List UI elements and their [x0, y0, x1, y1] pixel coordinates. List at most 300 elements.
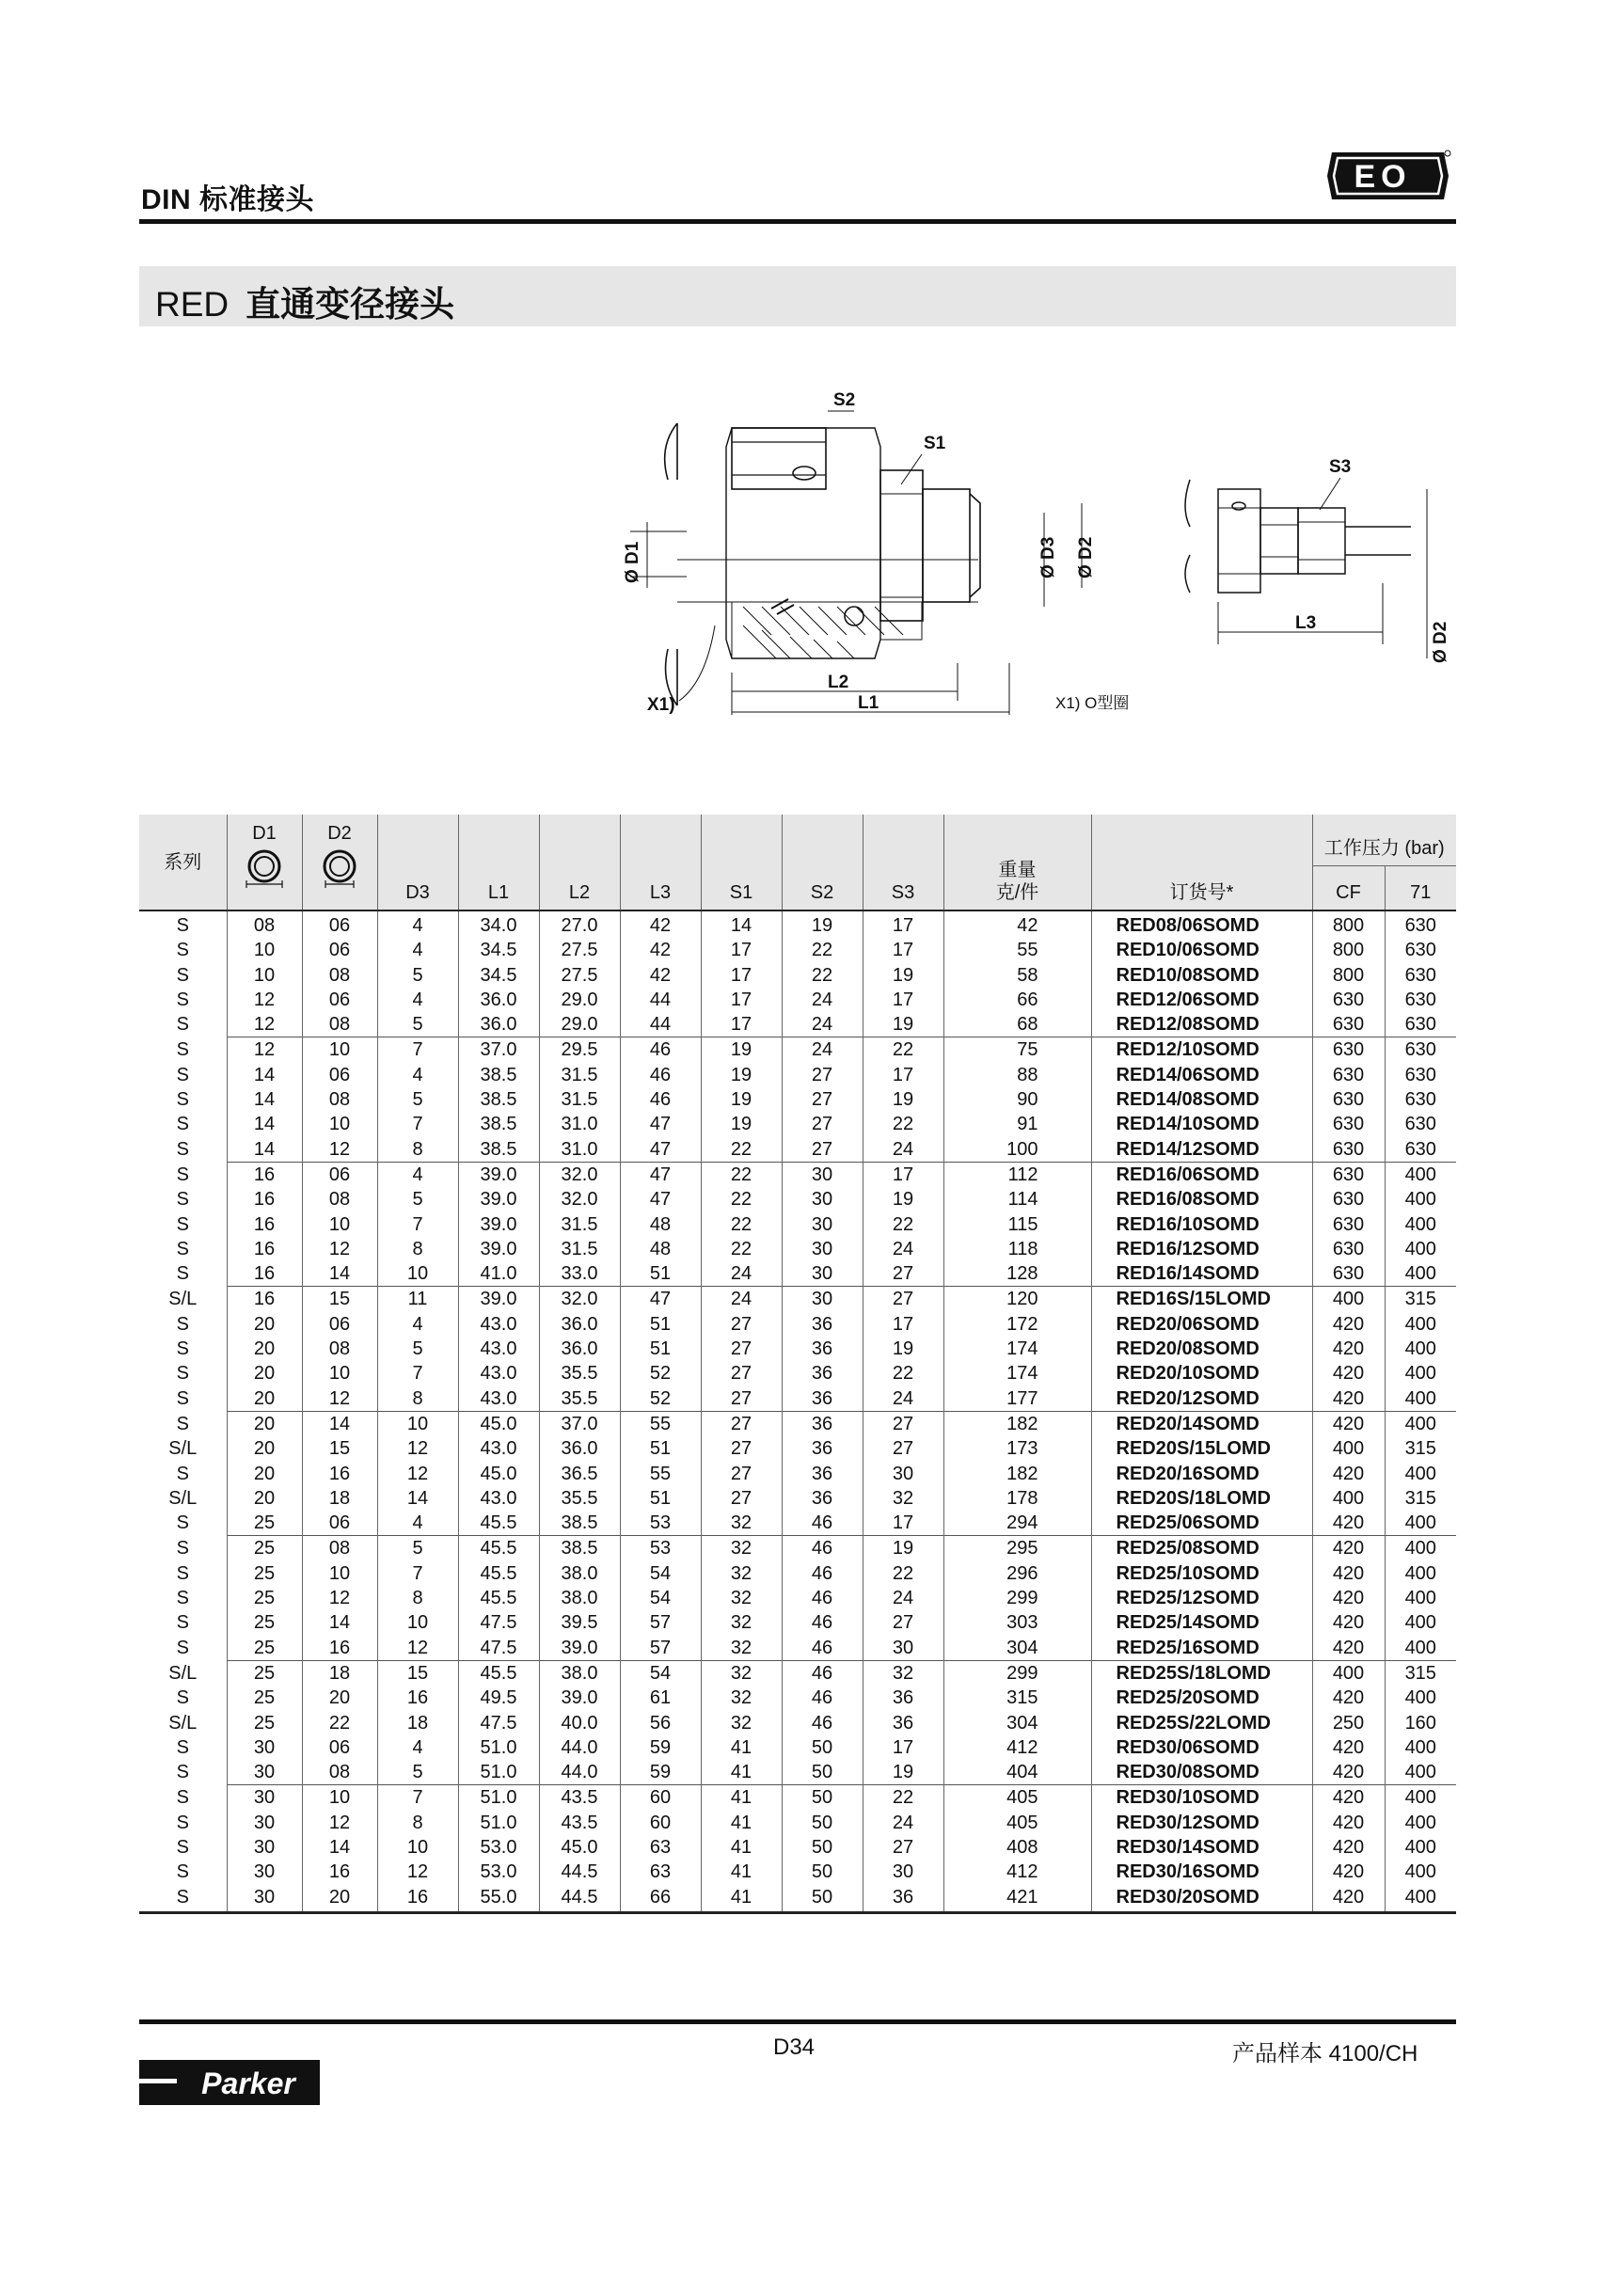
cell-s2: 30	[782, 1187, 863, 1211]
cell-l3: 46	[620, 1037, 701, 1063]
cell-series: S	[176, 1836, 189, 1858]
cell-d2: 18	[302, 1660, 377, 1686]
cell-cf: 630	[1312, 988, 1385, 1012]
cell-d2: 15	[302, 1436, 377, 1461]
cell-order-no: RED12/06SOMD	[1091, 988, 1312, 1012]
table-row	[139, 1686, 1456, 1710]
cell-l3: 44	[620, 988, 701, 1012]
cell-s3: 19	[863, 1337, 943, 1361]
cell-d1: 30	[227, 1835, 302, 1860]
cell-series: S	[176, 1512, 189, 1534]
cell-l3: 47	[620, 1137, 701, 1163]
cell-s1: 17	[701, 988, 782, 1012]
cell-s1: 17	[701, 938, 782, 962]
cell-order-no: RED25S/18LOMD	[1091, 1660, 1312, 1686]
cell-d1: 14	[227, 1063, 302, 1087]
cell-cf: 420	[1312, 1536, 1385, 1561]
cell-l1: 47.5	[458, 1711, 539, 1735]
cell-d3: 4	[377, 910, 458, 938]
col-header-series: 系列	[139, 815, 227, 910]
cell-d3: 5	[377, 1337, 458, 1361]
cell-s3: 27	[863, 1411, 943, 1436]
cell-d3: 14	[377, 1486, 458, 1511]
parker-logo	[139, 2060, 320, 2105]
cell-s3: 17	[863, 1063, 943, 1087]
cell-d1: 25	[227, 1511, 302, 1536]
cell-d3: 8	[377, 1586, 458, 1610]
cell-series: S	[176, 1089, 189, 1111]
cell-d1: 25	[227, 1711, 302, 1735]
cell-d2: 06	[302, 910, 377, 938]
cell-l2: 39.0	[539, 1686, 620, 1710]
cell-l1: 36.0	[458, 1012, 539, 1037]
cell-l2: 37.0	[539, 1411, 620, 1436]
cell-s2: 27	[782, 1137, 863, 1163]
cell-weight: 68	[943, 1012, 1091, 1037]
cell-s1: 19	[701, 1037, 782, 1063]
weight-label: 重量	[998, 860, 1037, 880]
cell-order-no: RED20/06SOMD	[1091, 1312, 1312, 1337]
cell-d2: 06	[302, 938, 377, 962]
cell-s3: 30	[863, 1636, 943, 1661]
cell-l1: 43.0	[458, 1361, 539, 1386]
cell-s1: 27	[701, 1312, 782, 1337]
cell-s1: 32	[701, 1561, 782, 1586]
cell-s2: 50	[782, 1811, 863, 1835]
cell-l1: 34.0	[458, 910, 539, 938]
cell-l3: 54	[620, 1561, 701, 1586]
cell-d2: 20	[302, 1686, 377, 1710]
col-header-weight	[943, 815, 1091, 910]
cell-l3: 63	[620, 1860, 701, 1884]
cell-l3: 57	[620, 1610, 701, 1635]
cell-p71: 630	[1385, 1012, 1456, 1037]
cell-d1: 12	[227, 988, 302, 1012]
cell-d2: 08	[302, 1087, 377, 1112]
cell-d1: 12	[227, 1012, 302, 1037]
cell-d2: 18	[302, 1486, 377, 1511]
cell-l2: 27.5	[539, 963, 620, 988]
svg-text:S2: S2	[833, 390, 856, 410]
cell-l2: 38.0	[539, 1660, 620, 1686]
cell-s2: 46	[782, 1711, 863, 1735]
cell-l3: 53	[620, 1536, 701, 1561]
cell-s3: 19	[863, 1536, 943, 1561]
cell-s2: 30	[782, 1261, 863, 1287]
table-row	[139, 938, 1456, 962]
cell-l1: 45.0	[458, 1462, 539, 1486]
cell-l3: 63	[620, 1835, 701, 1860]
cell-p71: 630	[1385, 1087, 1456, 1112]
cell-d3: 5	[377, 1760, 458, 1785]
svg-text:L2: L2	[828, 673, 849, 692]
cell-s3: 32	[863, 1486, 943, 1511]
cell-l1: 34.5	[458, 963, 539, 988]
cell-d2: 08	[302, 1012, 377, 1037]
header-rule	[139, 219, 1456, 224]
cell-d3: 4	[377, 1162, 458, 1187]
table-row	[139, 1012, 1456, 1037]
table-row	[139, 1337, 1456, 1361]
cell-d3: 5	[377, 1536, 458, 1561]
table-row	[139, 963, 1456, 988]
cell-s1: 27	[701, 1436, 782, 1461]
table-row	[139, 1137, 1456, 1163]
cell-s1: 41	[701, 1760, 782, 1785]
cell-l1: 39.0	[458, 1237, 539, 1261]
cell-weight: 304	[943, 1711, 1091, 1735]
cell-l2: 29.0	[539, 1012, 620, 1037]
cell-d3: 16	[377, 1686, 458, 1710]
cell-weight: 405	[943, 1811, 1091, 1835]
cell-l1: 43.0	[458, 1337, 539, 1361]
cell-series: S	[176, 1039, 189, 1061]
cell-weight: 303	[943, 1610, 1091, 1635]
cell-s1: 22	[701, 1212, 782, 1237]
cell-order-no: RED20S/15LOMD	[1091, 1436, 1312, 1461]
cell-d1: 30	[227, 1885, 302, 1913]
cell-cf: 630	[1312, 1187, 1385, 1211]
col-header-d3: D3	[377, 815, 458, 910]
cell-d1: 25	[227, 1686, 302, 1710]
cell-l3: 46	[620, 1063, 701, 1087]
cell-s2: 30	[782, 1162, 863, 1187]
cell-s1: 17	[701, 963, 782, 988]
table-row	[139, 1162, 1456, 1187]
cell-weight: 294	[943, 1511, 1091, 1536]
cell-weight: 304	[943, 1636, 1091, 1661]
spec-table	[139, 815, 1456, 1914]
col-header-s3: S3	[863, 815, 943, 910]
cell-s2: 46	[782, 1536, 863, 1561]
cell-series: S	[139, 1885, 227, 1913]
cell-d1: 20	[227, 1486, 302, 1511]
cell-cf: 250	[1312, 1711, 1385, 1735]
footer-rule	[139, 2019, 1456, 2024]
cell-d1: 25	[227, 1561, 302, 1586]
cell-s2: 46	[782, 1686, 863, 1710]
cell-s3: 22	[863, 1037, 943, 1063]
cell-order-no: RED16/08SOMD	[1091, 1187, 1312, 1211]
cell-weight: 112	[943, 1162, 1091, 1187]
cell-d3: 10	[377, 1835, 458, 1860]
table-row	[139, 1660, 1456, 1686]
page-number: D34	[773, 2035, 816, 2060]
cell-series: S	[176, 1387, 189, 1409]
cell-s2: 27	[782, 1112, 863, 1136]
cell-p71: 400	[1385, 1536, 1456, 1561]
cell-d1: 30	[227, 1811, 302, 1835]
cell-l1: 38.5	[458, 1063, 539, 1087]
cell-s1: 41	[701, 1835, 782, 1860]
cell-l3: 48	[620, 1212, 701, 1237]
cell-weight: 90	[943, 1087, 1091, 1112]
cell-d2: 10	[302, 1037, 377, 1063]
cell-weight: 296	[943, 1561, 1091, 1586]
cell-series: S	[176, 1138, 189, 1160]
cell-l2: 31.0	[539, 1137, 620, 1163]
cell-order-no: RED30/16SOMD	[1091, 1860, 1312, 1884]
cell-s3: 17	[863, 1735, 943, 1760]
spec-table-body	[139, 910, 1456, 1912]
table-row	[139, 1760, 1456, 1785]
cell-series: S	[176, 1189, 189, 1211]
section-code: RED	[155, 285, 230, 324]
fitting-cross-section-drawing	[602, 390, 1129, 729]
cell-l2: 31.5	[539, 1212, 620, 1237]
cell-p71: 400	[1385, 1212, 1456, 1237]
cell-l1: 53.0	[458, 1835, 539, 1860]
cell-p71: 400	[1385, 1261, 1456, 1287]
cell-l2: 36.5	[539, 1462, 620, 1486]
cell-d1: 10	[227, 938, 302, 962]
cell-d1: 14	[227, 1087, 302, 1112]
cell-series: S	[176, 940, 189, 961]
cell-p71: 400	[1385, 1162, 1456, 1187]
cell-s1: 32	[701, 1636, 782, 1661]
cell-l1: 45.0	[458, 1411, 539, 1436]
cell-order-no: RED14/06SOMD	[1091, 1063, 1312, 1087]
cell-s3: 19	[863, 1760, 943, 1785]
section-title	[155, 276, 454, 326]
cell-d3: 18	[377, 1711, 458, 1735]
cell-l1: 39.0	[458, 1162, 539, 1187]
cell-l3: 44	[620, 1012, 701, 1037]
cell-d2: 06	[302, 1063, 377, 1087]
cell-order-no: RED16/14SOMD	[1091, 1261, 1312, 1287]
cell-l3: 42	[620, 938, 701, 962]
cell-l3: 51	[620, 1337, 701, 1361]
cell-d2: 12	[302, 1586, 377, 1610]
cell-order-no: RED25/20SOMD	[1091, 1686, 1312, 1710]
cell-p71: 400	[1385, 1511, 1456, 1536]
table-row	[139, 1112, 1456, 1136]
cell-l3: 53	[620, 1511, 701, 1536]
cell-l3: 51	[620, 1261, 701, 1287]
cell-l2: 31.0	[539, 1112, 620, 1136]
cell-series: S	[176, 1812, 189, 1833]
cell-d1: 20	[227, 1337, 302, 1361]
cell-weight: 299	[943, 1660, 1091, 1686]
cell-s3: 36	[863, 1686, 943, 1710]
cell-series: S	[176, 1612, 189, 1634]
cell-l2: 43.5	[539, 1811, 620, 1835]
cell-cf: 420	[1312, 1610, 1385, 1635]
cell-order-no: RED10/06SOMD	[1091, 938, 1312, 962]
cell-s3: 30	[863, 1462, 943, 1486]
cell-d3: 7	[377, 1361, 458, 1386]
cell-d3: 7	[377, 1112, 458, 1136]
cell-weight: 172	[943, 1312, 1091, 1337]
cell-cf: 630	[1312, 1063, 1385, 1087]
cell-s3: 36	[863, 1885, 943, 1913]
cell-s3: 22	[863, 1785, 943, 1811]
cell-d1: 16	[227, 1212, 302, 1237]
cell-l1: 47.5	[458, 1610, 539, 1635]
cell-cf: 800	[1312, 910, 1385, 938]
cell-series: S	[176, 1413, 189, 1434]
cell-series: S	[176, 1064, 189, 1085]
table-row	[139, 1037, 1456, 1063]
cell-s1: 32	[701, 1511, 782, 1536]
cell-l1: 45.5	[458, 1536, 539, 1561]
cell-s2: 46	[782, 1511, 863, 1536]
cell-s1: 41	[701, 1885, 782, 1913]
cell-series: S	[176, 1313, 189, 1335]
cell-weight: 128	[943, 1261, 1091, 1287]
cell-cf: 630	[1312, 1212, 1385, 1237]
cell-s2: 24	[782, 1012, 863, 1037]
cell-cf: 420	[1312, 1835, 1385, 1860]
cell-l1: 38.5	[458, 1087, 539, 1112]
cell-l3: 48	[620, 1237, 701, 1261]
cell-l2: 38.0	[539, 1561, 620, 1586]
table-row	[139, 1511, 1456, 1536]
cell-d1: 14	[227, 1112, 302, 1136]
cell-d2: 06	[302, 1511, 377, 1536]
tube-outer-diameter-icon	[243, 847, 286, 890]
cell-d3: 4	[377, 1312, 458, 1337]
cell-d2: 06	[302, 988, 377, 1012]
cell-weight: 178	[943, 1486, 1091, 1511]
cell-d1: 25	[227, 1586, 302, 1610]
cell-d1: 16	[227, 1287, 302, 1312]
col-header-71: 71	[1385, 866, 1456, 911]
cell-d1: 20	[227, 1462, 302, 1486]
cell-p71: 630	[1385, 988, 1456, 1012]
cell-p71: 400	[1385, 1860, 1456, 1884]
cell-p71: 630	[1385, 1112, 1456, 1136]
cell-series: S	[176, 1014, 189, 1036]
table-row	[139, 1087, 1456, 1112]
cell-d2: 10	[302, 1561, 377, 1586]
svg-text:S1: S1	[924, 434, 946, 453]
cell-s3: 22	[863, 1112, 943, 1136]
cell-d2: 10	[302, 1212, 377, 1237]
cell-order-no: RED14/12SOMD	[1091, 1137, 1312, 1163]
cell-weight: 66	[943, 988, 1091, 1012]
cell-l3: 46	[620, 1087, 701, 1112]
cell-d1: 20	[227, 1411, 302, 1436]
cell-s2: 46	[782, 1660, 863, 1686]
cell-d3: 5	[377, 1187, 458, 1211]
svg-text:Ø D3: Ø D3	[1038, 536, 1058, 578]
cell-d3: 7	[377, 1037, 458, 1063]
cell-p71: 400	[1385, 1386, 1456, 1412]
cell-d1: 10	[227, 963, 302, 988]
cell-s3: 27	[863, 1261, 943, 1287]
cell-l3: 47	[620, 1287, 701, 1312]
cell-s1: 27	[701, 1411, 782, 1436]
cell-p71: 400	[1385, 1237, 1456, 1261]
cell-d3: 10	[377, 1610, 458, 1635]
svg-text:L1: L1	[858, 693, 879, 713]
cell-order-no: RED20S/18LOMD	[1091, 1486, 1312, 1511]
cell-series: S	[176, 1164, 189, 1185]
cell-l3: 47	[620, 1162, 701, 1187]
cell-s1: 32	[701, 1610, 782, 1635]
cell-p71: 630	[1385, 910, 1456, 938]
cell-p71: 315	[1385, 1436, 1456, 1461]
cell-series: S/L	[168, 1712, 198, 1734]
table-row	[139, 1885, 1456, 1913]
table-row	[139, 1361, 1456, 1386]
cell-s1: 22	[701, 1187, 782, 1211]
catalog-reference: 产品样本 4100/CH	[1232, 2041, 1418, 2066]
cell-weight: 91	[943, 1112, 1091, 1136]
cell-d2: 14	[302, 1261, 377, 1287]
cell-cf: 400	[1312, 1486, 1385, 1511]
cell-s3: 19	[863, 1012, 943, 1037]
cell-p71: 400	[1385, 1561, 1456, 1586]
cell-weight: 299	[943, 1586, 1091, 1610]
cell-d3: 8	[377, 1237, 458, 1261]
cell-l2: 39.5	[539, 1610, 620, 1635]
cell-s1: 41	[701, 1785, 782, 1811]
cell-s3: 24	[863, 1137, 943, 1163]
cell-d1: 12	[227, 1037, 302, 1063]
cell-s2: 30	[782, 1212, 863, 1237]
cell-cf: 420	[1312, 1411, 1385, 1436]
cell-series: S	[139, 910, 227, 938]
cell-d1: 25	[227, 1660, 302, 1686]
svg-text:EO: EO	[1354, 159, 1412, 195]
cell-d3: 4	[377, 1735, 458, 1760]
cell-l1: 47.5	[458, 1636, 539, 1661]
cell-d2: 12	[302, 1386, 377, 1412]
cell-p71: 160	[1385, 1711, 1456, 1735]
cell-l3: 56	[620, 1711, 701, 1735]
cell-cf: 420	[1312, 1636, 1385, 1661]
cell-d2: 08	[302, 1536, 377, 1561]
col-header-l2: L2	[539, 815, 620, 910]
cell-l1: 55.0	[458, 1885, 539, 1913]
cell-l1: 43.0	[458, 1436, 539, 1461]
cell-s3: 19	[863, 1087, 943, 1112]
cell-cf: 630	[1312, 1037, 1385, 1063]
svg-text:S3: S3	[1329, 457, 1352, 477]
cell-l2: 31.5	[539, 1237, 620, 1261]
cell-weight: 295	[943, 1536, 1091, 1561]
table-row	[139, 1811, 1456, 1835]
table-row	[139, 1735, 1456, 1760]
cell-l2: 40.0	[539, 1711, 620, 1735]
cell-order-no: RED25/16SOMD	[1091, 1636, 1312, 1661]
cell-s3: 22	[863, 1561, 943, 1586]
cell-p71: 630	[1385, 1037, 1456, 1063]
cell-series: S	[176, 1787, 189, 1809]
cell-s1: 24	[701, 1287, 782, 1312]
cell-s2: 24	[782, 988, 863, 1012]
cell-l2: 44.5	[539, 1885, 620, 1913]
cell-s1: 19	[701, 1112, 782, 1136]
cell-s2: 46	[782, 1610, 863, 1635]
weight-unit: 克/件	[995, 882, 1039, 903]
cell-s2: 30	[782, 1287, 863, 1312]
col-header-l3: L3	[620, 815, 701, 910]
cell-l1: 37.0	[458, 1037, 539, 1063]
cell-s2: 36	[782, 1436, 863, 1461]
cell-d2: 12	[302, 1137, 377, 1163]
cell-s3: 24	[863, 1811, 943, 1835]
cell-p71: 400	[1385, 1636, 1456, 1661]
cell-l2: 44.0	[539, 1735, 620, 1760]
cell-series: S	[176, 1588, 189, 1609]
table-row	[139, 1411, 1456, 1436]
cell-l2: 44.0	[539, 1760, 620, 1785]
cell-cf: 420	[1312, 1735, 1385, 1760]
cell-s3: 22	[863, 1361, 943, 1386]
